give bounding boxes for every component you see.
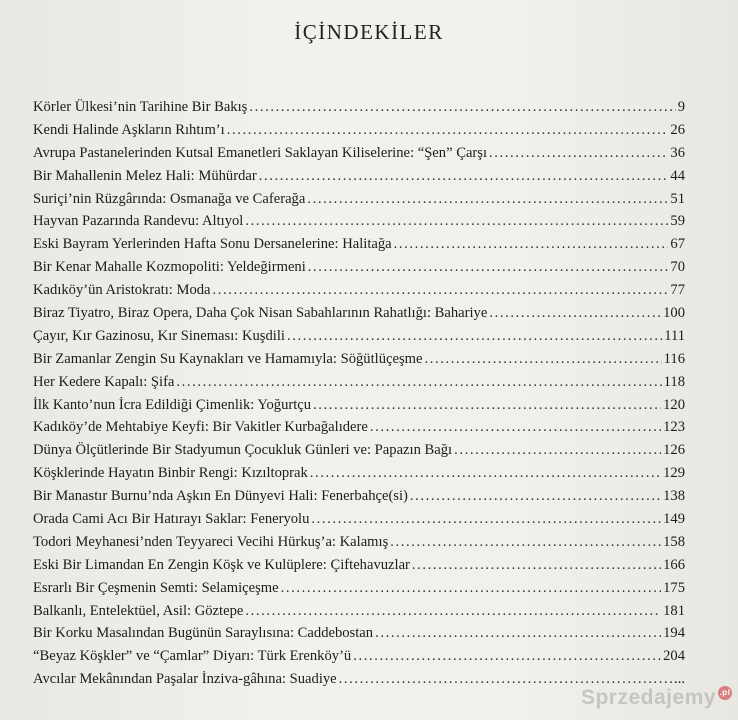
toc-entry-title: İlk Kanto’nun İcra Edildiği Çimenlik: Yoğurtçu	[33, 396, 312, 413]
toc-entry-page: 51	[670, 190, 685, 207]
toc-entry-page: 149	[663, 511, 685, 528]
toc-entry-title: Avrupa Pastanelerinden Kutsal Emanetleri Saklayan Kiliselerine: “Şen” Çarşı	[33, 144, 488, 161]
toc-dot-leader	[394, 233, 669, 256]
toc-entry	[33, 348, 685, 371]
toc-entry-title: Biraz Tiyatro, Biraz Opera, Daha Çok Nisan Sabahlarının Rahatlığı: Bahariye	[33, 305, 488, 322]
toc-entry	[33, 233, 685, 256]
toc-entry-page: 118	[663, 373, 685, 390]
toc-dot-leader	[375, 622, 661, 645]
toc-dot-leader	[249, 96, 675, 119]
toc-entry-title: Bir Mahallenin Melez Hali: Mühürdar	[33, 167, 257, 184]
toc-dot-leader	[281, 577, 661, 600]
page-title: İÇİNDEKİLER	[294, 20, 444, 44]
toc-entry-page: 111	[664, 327, 685, 344]
toc-entry-page: 123	[663, 419, 685, 436]
toc-dot-leader	[308, 256, 669, 279]
toc-entry-page: 204	[663, 648, 685, 665]
toc-entry-title: Dünya Ölçütlerinde Bir Stadyumun Çocukluk Günleri ve: Papazın Bağı	[33, 442, 453, 459]
toc-entry-title: “Beyaz Köşkler” ve “Çamlar” Diyarı: Türk Erenköy’ü	[33, 648, 352, 665]
toc-entry-page: 194	[663, 625, 685, 642]
toc-entry	[33, 462, 685, 485]
toc-entry-title: Suriçi’nin Rüzgârında: Osmanağa ve Caferağa	[33, 190, 306, 207]
toc-entry-title: Bir Zamanlar Zengin Su Kaynakları ve Hamamıyla: Söğütlüçeşme	[33, 350, 423, 367]
toc-dot-leader	[227, 119, 669, 142]
toc-entry-title: Esrarlı Bir Çeşmenin Semti: Selamiçeşme	[33, 579, 279, 596]
toc-entry-page: 181	[663, 602, 685, 619]
toc-entry-page: 36	[670, 144, 685, 161]
toc-dot-leader	[370, 416, 661, 439]
toc-entry-title: Balkanlı, Entelektüel, Asil: Göztepe	[33, 602, 244, 619]
toc-dot-leader	[176, 371, 661, 394]
toc-entry-title: Kadıköy’ün Aristokratı: Moda	[33, 282, 211, 299]
toc-entry	[33, 256, 685, 279]
toc-entry-page: 158	[663, 533, 685, 550]
toc-entry-page: 70	[670, 259, 685, 276]
toc-dot-leader	[313, 394, 661, 417]
toc-entry	[33, 622, 685, 645]
toc-entry	[33, 577, 685, 600]
toc-entry-title: Bir Kenar Mahalle Kozmopoliti: Yeldeğirmeni	[33, 259, 306, 276]
toc-entry-title: Eski Bayram Yerlerinden Hafta Sonu Dersanelerine: Halitağa	[33, 236, 392, 253]
toc-dot-leader	[410, 485, 661, 508]
toc-entry	[33, 531, 685, 554]
toc-entry	[33, 371, 685, 394]
toc-entry-title: Avcılar Mekânından Paşalar İnziva-gâhına: Suadiye	[33, 671, 337, 688]
toc-dot-leader	[353, 645, 661, 668]
toc-dot-leader	[310, 462, 661, 485]
toc-dot-leader	[412, 554, 661, 577]
toc-entry-page: 26	[670, 121, 685, 138]
toc-entry	[33, 485, 685, 508]
toc-entry	[33, 142, 685, 165]
toc-entry	[33, 439, 685, 462]
toc-dot-leader	[259, 165, 669, 188]
toc-entry	[33, 302, 685, 325]
toc-entry-page: 126	[663, 442, 685, 459]
toc-dot-leader	[424, 348, 661, 371]
toc-entry-title: Köşklerinde Hayatın Binbir Rengi: Kızıltoprak	[33, 465, 308, 482]
toc-entry-page: 120	[663, 396, 685, 413]
table-of-contents	[33, 96, 685, 691]
toc-dot-leader	[454, 439, 661, 462]
toc-entry-title: Bir Korku Masalından Bugünün Saraylısına: Caddebostan	[33, 625, 374, 642]
toc-entry-page: 166	[663, 556, 685, 573]
toc-entry	[33, 165, 685, 188]
toc-entry-title: Hayvan Pazarında Randevu: Altıyol	[33, 213, 244, 230]
toc-entry-page: 116	[663, 350, 685, 367]
watermark-text: Sprzedajemy	[580, 686, 716, 709]
toc-entry	[33, 394, 685, 417]
toc-entry-title: Bir Manastır Burnu’nda Aşkın En Dünyevi Hali: Fenerbahçe(si)	[33, 488, 408, 505]
toc-entry	[33, 508, 685, 531]
toc-entry-page: 77	[670, 282, 685, 299]
toc-entry	[33, 119, 685, 142]
toc-entry-title: Körler Ülkesi’nin Tarihine Bir Bakış	[33, 99, 248, 115]
toc-entry	[33, 554, 685, 577]
toc-entry-page: 129	[663, 465, 685, 482]
toc-entry-page: 138	[663, 488, 685, 505]
toc-dot-leader	[307, 188, 668, 211]
toc-entry-title: Kendi Halinde Aşkların Rıhtım’ı	[33, 121, 225, 138]
toc-entry	[33, 96, 685, 119]
toc-entry	[33, 600, 685, 623]
toc-entry	[33, 416, 685, 439]
toc-dot-leader	[245, 600, 661, 623]
toc-dot-leader	[390, 531, 661, 554]
toc-entry-title: Eski Bir Limandan En Zengin Köşk ve Kulüplere: Çiftehavuzlar	[33, 556, 410, 573]
toc-entry-title: Her Kedere Kapalı: Şifa	[33, 373, 175, 390]
toc-entry	[33, 188, 685, 211]
toc-entry-title: Orada Cami Acı Bir Hatırayı Saklar: Feneryolu	[33, 511, 310, 528]
toc-entry-page: 9	[677, 99, 685, 115]
toc-entry-page: 175	[663, 579, 685, 596]
toc-entry-title: Kadıköy’de Mehtabiye Keyfi: Bir Vakitler Kurbağalıdere	[33, 419, 368, 436]
toc-dot-leader	[213, 279, 669, 302]
toc-entry-page: 44	[670, 167, 685, 184]
toc-entry-page: 100	[663, 305, 685, 322]
toc-entry	[33, 645, 685, 668]
toc-dot-leader	[489, 142, 668, 165]
toc-entry-title: Todori Meyhanesi’nden Teyyareci Vecihi Hürkuş’a: Kalamış	[33, 533, 389, 550]
toc-entry-page: ...	[674, 671, 685, 688]
toc-entry	[33, 325, 685, 348]
toc-dot-leader	[245, 210, 668, 233]
toc-entry-title: Çayır, Kır Gazinosu, Kır Sineması: Kuşdili	[33, 327, 285, 344]
toc-dot-leader	[311, 508, 661, 531]
toc-entry-page: 67	[670, 236, 685, 253]
toc-dot-leader	[287, 325, 662, 348]
toc-entry-page: 59	[670, 213, 685, 230]
toc-entry	[33, 210, 685, 233]
watermark	[581, 686, 732, 710]
watermark-badge: .pl	[718, 686, 732, 700]
toc-dot-leader	[489, 302, 661, 325]
toc-entry	[33, 279, 685, 302]
